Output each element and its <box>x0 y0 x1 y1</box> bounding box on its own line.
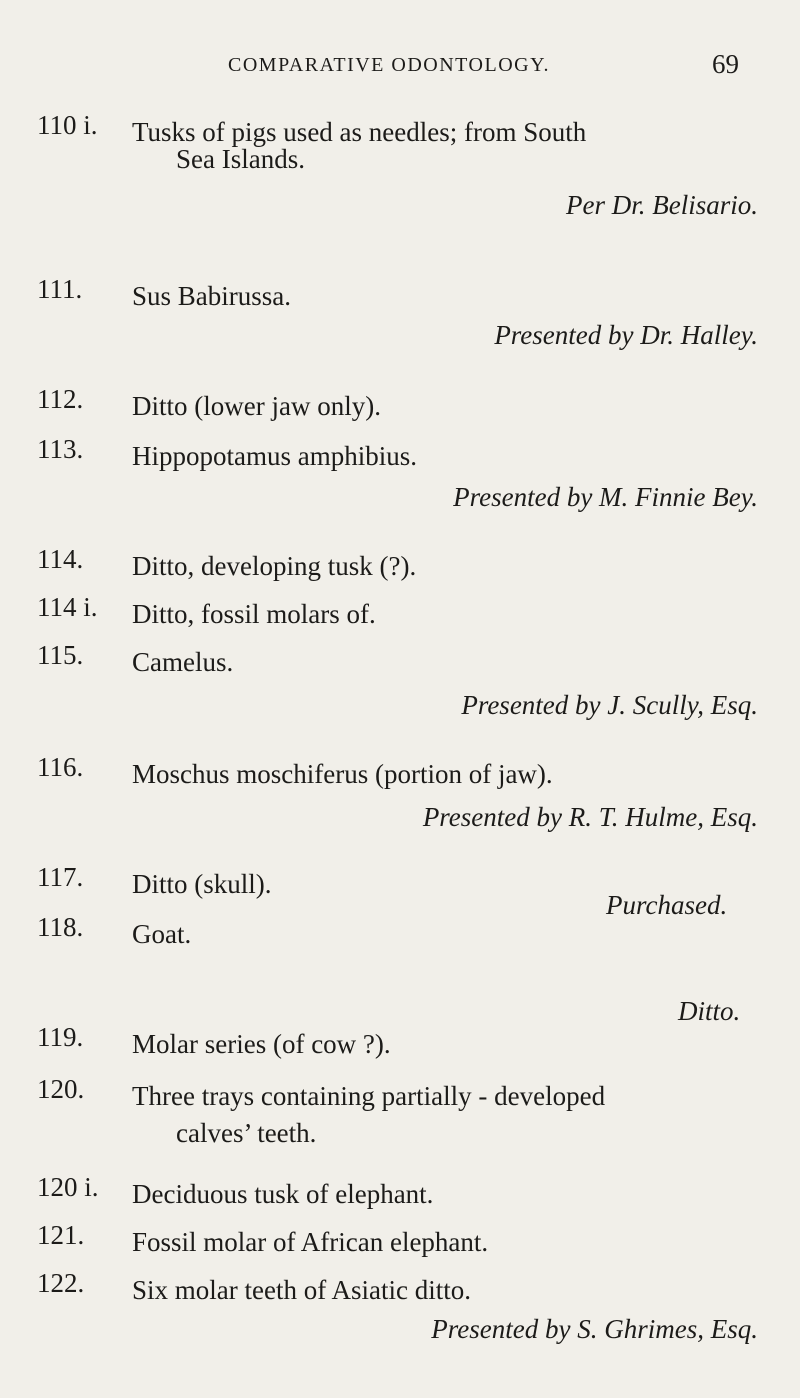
entry-credit: Presented by S. Ghrimes, Esq. <box>431 1314 758 1344</box>
entry-description: Molar series (of cow ?). <box>132 1029 391 1059</box>
entry-credit: Presented by R. T. Hulme, Esq. <box>422 802 758 832</box>
entry-acquisition-note: Purchased. <box>606 890 728 920</box>
entry-number: 110 i. <box>37 110 98 140</box>
running-title: COMPARATIVE ODONTOLOGY. <box>228 54 550 76</box>
entry-description: Three trays containing partially - developed <box>132 1081 606 1111</box>
entry-number: 118. <box>37 912 84 942</box>
entry-credit: Presented by M. Finnie Bey. <box>453 482 758 512</box>
entry-description: Tusks of pigs used as needles; from South <box>132 117 587 147</box>
entry-description: Goat. <box>132 919 192 949</box>
entry-description: Fossil molar of African elephant. <box>132 1227 489 1257</box>
entry-credit: Presented by Dr. Halley. <box>494 320 758 350</box>
running-header <box>0 49 800 86</box>
entry-number: 120 i. <box>37 1172 99 1202</box>
page-number: 69 <box>712 49 739 79</box>
entry-description: Moschus moschiferus (portion of jaw). <box>132 759 553 789</box>
entry-number: 114. <box>37 544 84 574</box>
entry-description: Hippopotamus amphibius. <box>132 441 417 471</box>
entry-number: 121. <box>37 1220 85 1250</box>
entry-description: Ditto (lower jaw only). <box>132 391 381 421</box>
entry-acquisition-note: Ditto. <box>678 996 741 1026</box>
entry-description: Camelus. <box>132 647 234 677</box>
entry-number: 114 i. <box>37 592 98 622</box>
entry-description-continued: calves’ teeth. <box>176 1118 317 1148</box>
entry-credit: Per Dr. Belisario. <box>566 190 758 220</box>
entry-number: 113. <box>37 434 84 464</box>
entry-number: 117. <box>37 862 84 892</box>
entry-number: 111. <box>37 274 83 304</box>
entry-description-continued: Sea Islands. <box>176 144 305 174</box>
entry-description: Sus Babirussa. <box>132 281 292 311</box>
entry-description: Ditto, developing tusk (?). <box>132 551 417 581</box>
entry-number: 120. <box>37 1074 85 1104</box>
entry-number: 122. <box>37 1268 85 1298</box>
entry-description: Ditto (skull). <box>132 869 272 899</box>
entry-number: 116. <box>37 752 84 782</box>
entry-number: 112. <box>37 384 84 414</box>
entry-description: Ditto, fossil molars of. <box>132 599 376 629</box>
entry-description: Six molar teeth of Asiatic ditto. <box>132 1275 471 1305</box>
entry-number: 119. <box>37 1022 84 1052</box>
entry-number: 115. <box>37 640 84 670</box>
entry-description: Deciduous tusk of elephant. <box>132 1179 434 1209</box>
entry-credit: Presented by J. Scully, Esq. <box>461 690 758 720</box>
